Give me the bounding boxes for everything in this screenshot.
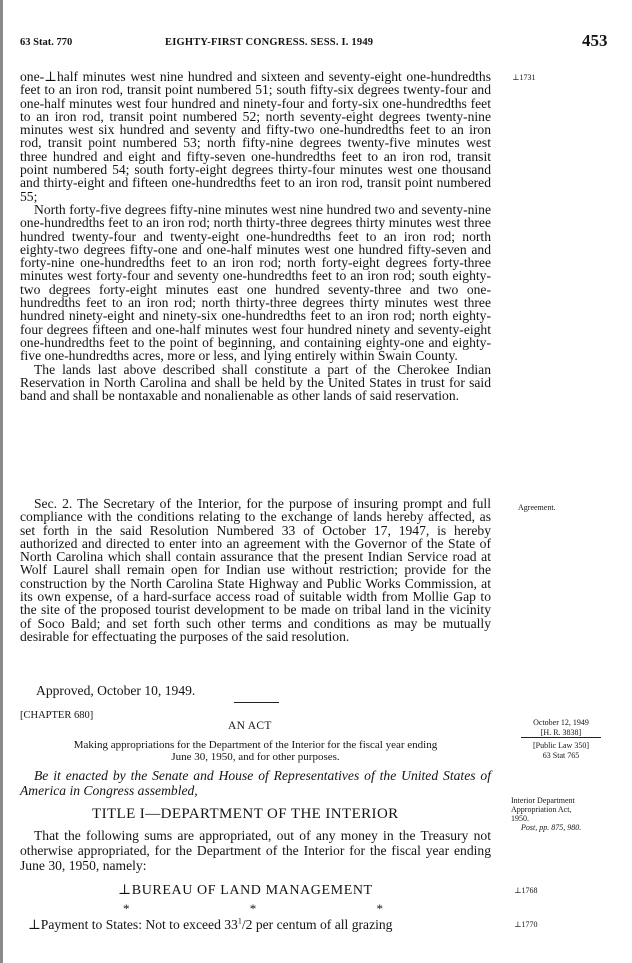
boundary-description [20,70,491,402]
an-act-heading: AN ACT [228,720,272,732]
star-mark: * [123,901,130,916]
running-head: EIGHTY-FIRST CONGRESS. SESS. I. 1949 [165,37,374,48]
act-purpose [20,739,491,763]
divider-rule [234,702,279,703]
appropriation-paragraph: That the following sums are appropriated, out of any money in the Treasury not otherwise appropriated, for the Department of the Interior for the fiscal year ending June 30, 1950, namely: [20,828,491,873]
payment-text-rest: per centum of all grazing [252,917,393,932]
margin-post-ref: Post, pp. 875, 980. [521,823,582,832]
margin-appropriation-act: Appropriation Act, [511,805,572,814]
statute-citation: 63 Stat. 770 [20,37,73,48]
margin-ref-1770: ⊥1770 [514,920,538,929]
paragraph-transit-points: one-⊥half minutes west nine hundred and sixteen and seventy-eight one-hundredths feet to an iron rod, transit point numbered 51; south fifty-six degrees twenty-four and one-half minutes west four hundred and ninety-four and forty-six one-hundredths feet to an iron rod, transit point numbered 52; north seventy-eight degrees twenty-nine minutes west six hundred and seventy and fifty-two one-hundredths feet to an iron rod, transit point numbered 53; north fifty-nine degrees twenty-five minutes west three hundred and eight and fifty-seven one-hundredths feet to an iron rod, transit point numbered 54; south forty-eight degrees thirty-four minutes west one thousand and thirty-eight and fifteen one-hundredths feet to an iron rod, transit point numbered 55; [20,69,491,204]
act-purpose-line-1: Making appropriations for the Department of the Interior for the fiscal year ending [73,739,438,751]
margin-enactment-info [521,718,601,737]
margin-public-law-info [521,741,601,760]
page-number: 453 [582,31,608,50]
margin-divider [521,737,601,738]
chapter-label: [CHAPTER 680] [20,710,94,721]
fraction-denominator: /2 [241,917,253,932]
margin-year: 1950. [511,814,529,823]
margin-ref-1768: ⊥1768 [514,886,538,895]
star-mark: * [249,901,257,916]
bureau-heading: ⊥BUREAU OF LAND MANAGEMENT [118,883,373,898]
margin-public-law: [Public Law 350] [533,741,589,750]
payment-line [28,917,392,933]
paragraph-reservation-status: The lands last above described shall constitute a part of the Cherokee Indian Reservation in North Carolina and shall be held by the United States in trust for said band and shall be nontaxable and nonalienable as other lands of said reservation. [20,361,491,404]
margin-ref-1731: ⊥1731 [512,73,536,82]
margin-date: October 12, 1949 [533,718,589,727]
enacting-clause: Be it enacted by the Senate and House of Representatives of the United States of America in Congress assembled, [20,768,491,798]
margin-note-interior [511,796,631,832]
title-heading: TITLE I—DEPARTMENT OF THE INTERIOR [92,806,399,822]
margin-note-agreement: Agreement. [518,503,556,512]
approved-line: Approved, October 10, 1949. [36,683,196,698]
payment-text: ⊥Payment to States: Not to exceed 33 [28,917,238,932]
fraction-numerator: 1 [237,916,242,926]
scan-edge-shadow [0,0,3,963]
paragraph-north-courses: North forty-five degrees fifty-nine minutes west nine hundred two and seventy-nine one-hundredths feet to an iron rod; north thirty-three degrees thirty minutes west three hundred twenty-four and twenty-eight one-hundredths feet to an iron rod; north eighty-two degrees fifty-one and one-half minutes west one hundred fifty-seven and forty-nine one-hundredths feet to an iron rod; north forty-eight degrees forty-three minutes west forty-four and seventy one-hundredths feet to an iron rod; south eighty-two degrees forty-eight minutes east one hundred seventy-three and two one-hundredths feet to an iron rod; north thirty-three degrees thirty minutes west three hundred ninety-eight and ninety-six one-hundredths feet to an iron rod; north eighty-four degrees fifteen and one-half minutes west four hundred ninety and seventy-eight one-hundredths feet to the point of beginning, and containing eighty-one and eighty-five one-hundredths acres, more or less, and lying entirely within Swain County. [20,201,491,364]
section-2 [20,497,491,643]
omission-stars [123,901,383,917]
margin-bill-number: [H. R. 3838] [540,727,582,737]
margin-stat: 63 Stat 765 [542,750,580,760]
act-purpose-line-2: June 30, 1950, and for other purposes. [171,751,340,763]
paragraph-section-2: Sec. 2. The Secretary of the Interior, for the purpose of insuring prompt and full compliance with the conditions relating to the exchange of lands hereby affected, as set forth in the said Resolution Numbered 33 of October 17, 1947, is hereby authorized and directed to enter into an agreement with the Governor of the State of North Carolina which shall contain assurance that the present Indian Service road at Wolf Laurel shall remain open for Indian use without restriction; provide for the construction by the North Carolina State Highway and Public Works Commission, at its own expense, of a hard-surface access road of suitable width from Mollie Gap to the site of the proposed tourist development to be made on tribal land in the vicinity of Soco Bald; and set forth such other terms and conditions as may be mutually desirable for effectuating the purposes of the said resolution. [20,496,491,644]
star-mark: * [376,901,383,916]
margin-interior-dept: Interior Department [511,796,575,805]
